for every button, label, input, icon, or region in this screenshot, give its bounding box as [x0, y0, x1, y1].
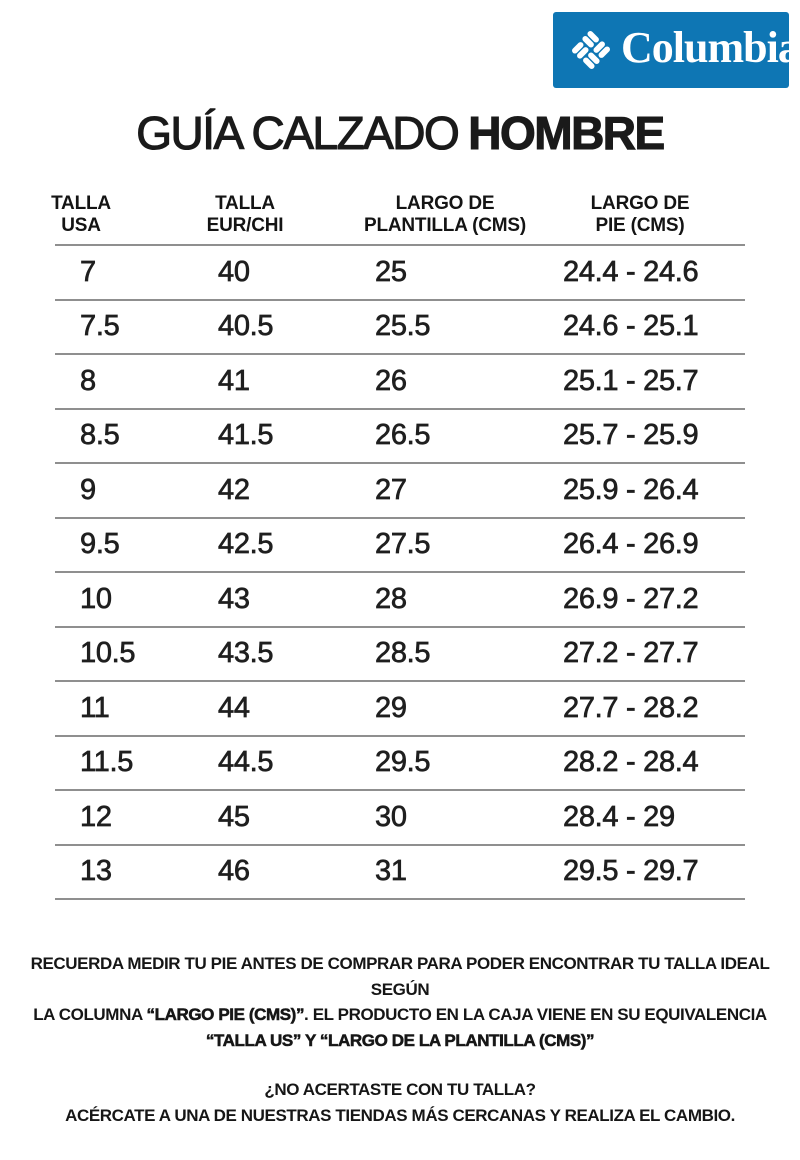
table-cell: 27.5 — [375, 528, 431, 561]
table-cell: 29.5 — [375, 746, 431, 779]
header-largo-plantilla — [355, 186, 535, 244]
table-cell: 9.5 — [80, 528, 120, 561]
header-line: PIE (CMS) — [595, 215, 685, 236]
table-row — [55, 846, 745, 901]
table-cell: 40 — [218, 255, 250, 288]
measurement-note — [10, 951, 790, 1053]
table-cell: 41.5 — [218, 419, 274, 452]
table-cell: 12 — [80, 800, 112, 833]
note-line2-bold: “LARGO PIE (CMS)” — [146, 1005, 305, 1024]
table-row — [55, 410, 745, 465]
header-line: USA — [61, 215, 101, 236]
header-talla-eur-chi — [135, 186, 355, 244]
note-line1: RECUERDA MEDIR TU PIE ANTES DE COMPRAR PARA PODER ENCONTRAR TU TALLA IDEAL SEGÚN — [30, 954, 770, 999]
table-cell: 24.4 - 24.6 — [563, 255, 699, 288]
table-cell: 7.5 — [80, 310, 120, 343]
table-cell: 26.9 - 27.2 — [563, 582, 699, 615]
table-body — [55, 246, 745, 900]
table-cell: 40.5 — [218, 310, 274, 343]
table-cell: 8 — [80, 364, 96, 397]
columbia-diamond-icon — [568, 27, 614, 73]
table-cell: 7 — [80, 255, 96, 288]
table-cell: 41 — [218, 364, 250, 397]
footer-line1: ¿NO ACERTASTE CON TU TALLA? — [264, 1080, 536, 1099]
table-cell: 44.5 — [218, 746, 274, 779]
columbia-wordmark-text: Columbia — [621, 23, 799, 72]
table-cell: 24.6 - 25.1 — [563, 310, 699, 343]
table-cell: 8.5 — [80, 419, 120, 452]
table-row — [55, 246, 745, 301]
table-cell: 28.4 - 29 — [563, 800, 675, 833]
table-row — [55, 573, 745, 628]
table-cell: 25.7 - 25.9 — [563, 419, 699, 452]
table-cell: 42 — [218, 473, 250, 506]
page-title — [0, 106, 800, 160]
columbia-logo — [553, 12, 799, 88]
table-cell: 11 — [80, 691, 110, 724]
table-cell: 44 — [218, 691, 250, 724]
columbia-wordmark — [621, 23, 800, 72]
table-cell: 30 — [375, 800, 407, 833]
table-cell: 27.7 - 28.2 — [563, 691, 699, 724]
size-table — [51, 186, 745, 900]
header-line: LARGO DE — [395, 193, 495, 214]
table-row — [55, 737, 745, 792]
table-cell: 9 — [80, 473, 96, 506]
header-line: PLANTILLA (CMS) — [364, 215, 526, 236]
table-cell: 28 — [375, 582, 407, 615]
exchange-footer — [10, 1077, 790, 1128]
table-cell: 26 — [375, 364, 407, 397]
table-cell: 31 — [375, 855, 407, 888]
table-cell: 25.1 - 25.7 — [563, 364, 699, 397]
table-cell: 13 — [80, 855, 112, 888]
table-cell: 43 — [218, 582, 250, 615]
note-line3: “TALLA US” Y “LARGO DE LA PLANTILLA (CMS)” — [205, 1030, 595, 1050]
table-cell: 25 — [375, 255, 407, 288]
title-bold: HOMBRE — [468, 107, 664, 159]
table-cell: 11.5 — [80, 746, 134, 779]
header-line: TALLA — [215, 193, 275, 214]
table-cell: 42.5 — [218, 528, 274, 561]
table-row — [55, 464, 745, 519]
table-cell: 29.5 - 29.7 — [563, 855, 699, 888]
table-row — [55, 355, 745, 410]
header-line: LARGO DE — [590, 193, 690, 214]
header-line: TALLA — [51, 193, 111, 214]
table-cell: 25.9 - 26.4 — [563, 473, 699, 506]
table-row — [55, 628, 745, 683]
note-line2-pre: LA COLUMNA — [33, 1005, 147, 1024]
table-row — [55, 791, 745, 846]
table-cell: 26.4 - 26.9 — [563, 528, 699, 561]
table-cell: 10 — [80, 582, 112, 615]
table-cell: 27.2 - 27.7 — [563, 637, 699, 670]
table-cell: 45 — [218, 800, 250, 833]
table-row — [55, 519, 745, 574]
table-cell: 28.5 — [375, 637, 431, 670]
header-line: EUR/CHI — [206, 215, 284, 236]
table-cell: 27 — [375, 473, 407, 506]
note-line2-post: . EL PRODUCTO EN LA CAJA VIENE EN SU EQUIVALENCIA — [304, 1005, 767, 1024]
table-row — [55, 682, 745, 737]
header-talla-usa — [41, 186, 121, 244]
table-cell: 25.5 — [375, 310, 431, 343]
table-cell: 46 — [218, 855, 250, 888]
footer-line2: ACÉRCATE A UNA DE NUESTRAS TIENDAS MÁS CERCANAS Y REALIZA EL CAMBIO. — [65, 1105, 735, 1125]
table-row — [55, 301, 745, 356]
header-largo-pie — [535, 186, 745, 244]
table-cell: 43.5 — [218, 637, 274, 670]
table-cell: 26.5 — [375, 419, 431, 452]
table-cell: 10.5 — [80, 637, 136, 670]
table-cell: 28.2 - 28.4 — [563, 746, 699, 779]
title-regular: GUÍA CALZADO — [136, 107, 459, 159]
table-cell: 29 — [375, 691, 407, 724]
table-header-row — [51, 186, 745, 246]
